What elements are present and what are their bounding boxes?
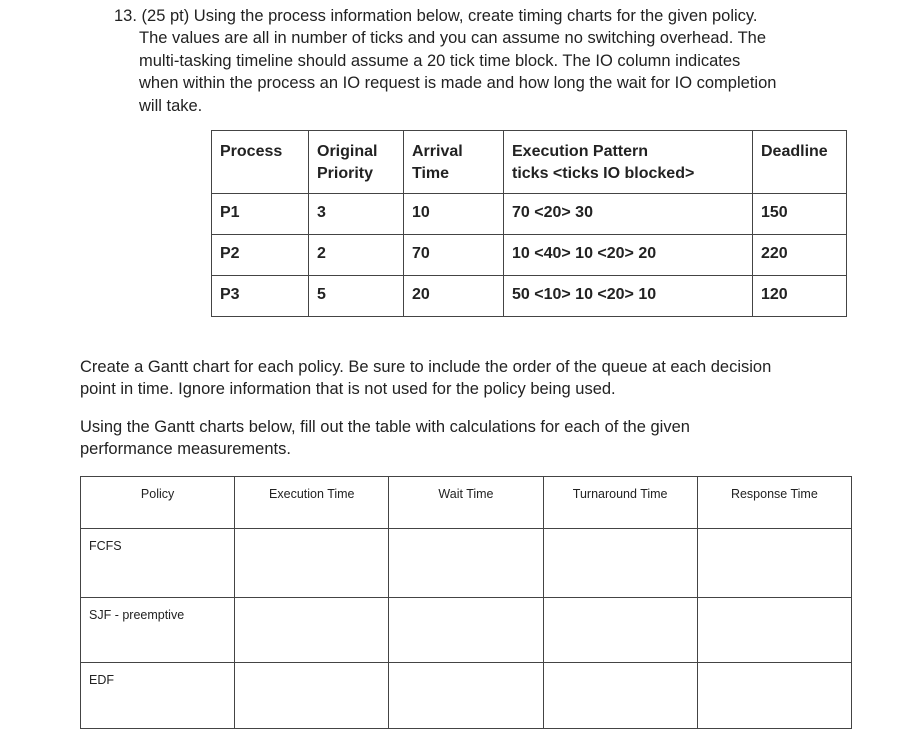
process-table xyxy=(211,130,847,317)
header-exec-line1: Execution Pattern xyxy=(512,143,649,160)
header-priority xyxy=(309,131,404,194)
instruction-line: performance measurements. xyxy=(80,440,291,459)
header-execution-pattern xyxy=(504,131,753,194)
header-deadline: Deadline xyxy=(753,131,847,194)
header-wait-time: Wait Time xyxy=(389,477,543,529)
policy-row-fcfs xyxy=(81,529,852,598)
header-execution-time: Execution Time xyxy=(235,477,389,529)
cell-wait-time[interactable] xyxy=(389,529,543,598)
cell-process: P1 xyxy=(212,194,309,235)
cell-policy: SJF - preemptive xyxy=(81,598,235,663)
cell-response-time[interactable] xyxy=(697,529,851,598)
process-row xyxy=(212,235,847,276)
header-arrival-line1: Arrival xyxy=(412,143,463,160)
table-instructions xyxy=(80,416,870,461)
header-policy: Policy xyxy=(81,477,235,529)
performance-table-header xyxy=(81,477,852,529)
cell-turnaround-time[interactable] xyxy=(543,529,697,598)
cell-policy: FCFS xyxy=(81,529,235,598)
cell-process: P2 xyxy=(212,235,309,276)
header-arrival-line2: Time xyxy=(412,165,450,182)
cell-deadline: 150 xyxy=(753,194,847,235)
header-response-time: Response Time xyxy=(697,477,851,529)
cell-execution-time[interactable] xyxy=(235,598,389,663)
instruction-line: Using the Gantt charts below, fill out the table with calculations for each of the given xyxy=(80,418,690,436)
instruction-line: Create a Gantt chart for each policy. Be sure to include the order of the queue at each decision xyxy=(80,358,772,376)
question-line: will take. xyxy=(139,96,203,115)
header-exec-line2: ticks <ticks IO blocked> xyxy=(512,165,695,182)
question-line: The values are all in number of ticks and you can assume no switching overhead. The xyxy=(139,29,767,48)
question-line: 13. (25 pt) Using the process information below, create timing charts for the given policy. xyxy=(114,7,758,25)
performance-table xyxy=(80,476,852,729)
header-process: Process xyxy=(212,131,309,194)
process-row xyxy=(212,276,847,317)
instruction-line: point in time. Ignore information that is not used for the policy being used. xyxy=(80,380,616,399)
cell-priority: 3 xyxy=(309,194,404,235)
cell-pattern: 10 <40> 10 <20> 20 xyxy=(504,235,753,276)
cell-execution-time[interactable] xyxy=(235,529,389,598)
process-table-header xyxy=(212,131,847,194)
header-priority-line1: Original xyxy=(317,143,378,160)
cell-policy: EDF xyxy=(81,663,235,729)
question-line: multi-tasking timeline should assume a 20 tick time block. The IO column indicates xyxy=(139,51,741,70)
cell-wait-time[interactable] xyxy=(389,663,543,729)
policy-row-sjf xyxy=(81,598,852,663)
gantt-instructions xyxy=(80,356,870,401)
header-priority-line2: Priority xyxy=(317,165,374,182)
cell-wait-time[interactable] xyxy=(389,598,543,663)
question-line: when within the process an IO request is made and how long the wait for IO completion xyxy=(139,74,777,93)
cell-execution-time[interactable] xyxy=(235,663,389,729)
cell-priority: 2 xyxy=(309,235,404,276)
cell-arrival: 70 xyxy=(404,235,504,276)
header-arrival xyxy=(404,131,504,194)
cell-pattern: 70 <20> 30 xyxy=(504,194,753,235)
cell-arrival: 10 xyxy=(404,194,504,235)
cell-deadline: 120 xyxy=(753,276,847,317)
cell-pattern: 50 <10> 10 <20> 10 xyxy=(504,276,753,317)
cell-process: P3 xyxy=(212,276,309,317)
cell-response-time[interactable] xyxy=(697,598,851,663)
header-turnaround-time: Turnaround Time xyxy=(543,477,697,529)
cell-response-time[interactable] xyxy=(697,663,851,729)
cell-turnaround-time[interactable] xyxy=(543,598,697,663)
cell-turnaround-time[interactable] xyxy=(543,663,697,729)
cell-priority: 5 xyxy=(309,276,404,317)
policy-row-edf xyxy=(81,663,852,729)
cell-deadline: 220 xyxy=(753,235,847,276)
process-row xyxy=(212,194,847,235)
cell-arrival: 20 xyxy=(404,276,504,317)
question-text xyxy=(114,5,854,117)
